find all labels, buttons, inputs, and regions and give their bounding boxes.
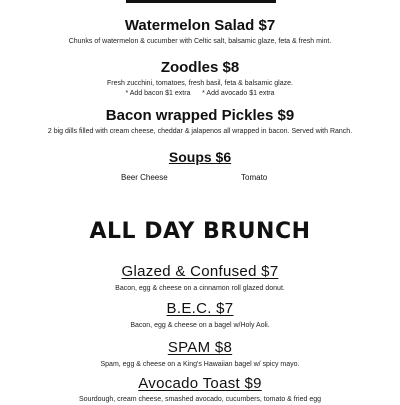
brunch-item-title: Avocado Toast $9	[138, 375, 262, 392]
brunch-item-spam	[0, 339, 400, 370]
brunch-item-description: Sourdough, cream cheese, smashed avocado, cucumbers, tomato & fried egg	[78, 396, 322, 403]
brunch-item-glazed-confused	[0, 263, 400, 294]
brunch-item-avocado-toast	[0, 375, 400, 405]
menu-item-zoodles	[0, 59, 400, 99]
menu-item-addons: * Add bacon $1 extra * Add avocado $1 extra	[125, 90, 275, 97]
brunch-item-description: Bacon, egg & cheese on a cinnamon roll glazed donut.	[115, 285, 285, 292]
menu-item-bacon-wrapped-pickles	[0, 107, 400, 137]
menu-item-title: Zoodles $8	[160, 59, 240, 76]
brunch-item-title: B.E.C. $7	[166, 300, 234, 317]
soups-heading	[0, 148, 400, 166]
brunch-section-title: ALL DAY BRUNCH	[89, 219, 311, 244]
brunch-item-title: SPAM $8	[167, 339, 233, 356]
brunch-item-title: Glazed & Confused $7	[121, 263, 279, 280]
soup-option-beer-cheese: Beer Cheese	[121, 173, 168, 182]
menu-item-description: Fresh zucchini, tomatoes, fresh basil, feta & balsamic glaze.	[107, 80, 293, 87]
brunch-item-description: Spam, egg & cheese on a King's Hawaiian bagel w/ spicy mayo.	[100, 361, 300, 368]
menu-item-description: 2 big dills filled with cream cheese, cheddar & jalapenos all wrapped in bacon. Served with Ranch.	[47, 128, 353, 135]
soups-title: Soups $6	[168, 149, 232, 165]
menu-item-watermelon-salad	[0, 17, 400, 47]
top-divider-bar	[126, 0, 276, 3]
brunch-item-description: Bacon, egg & cheese on a bagel w/Holy Aoli.	[130, 322, 270, 329]
brunch-item-bec	[0, 300, 400, 331]
soup-option-tomato: Tomato	[241, 173, 268, 182]
menu-item-title: Bacon wrapped Pickles $9	[105, 107, 295, 124]
menu-item-description: Chunks of watermelon & cucumber with Celtic salt, balsamic glaze, feta & fresh mint.	[68, 38, 332, 45]
menu-item-title: Watermelon Salad $7	[124, 17, 276, 34]
